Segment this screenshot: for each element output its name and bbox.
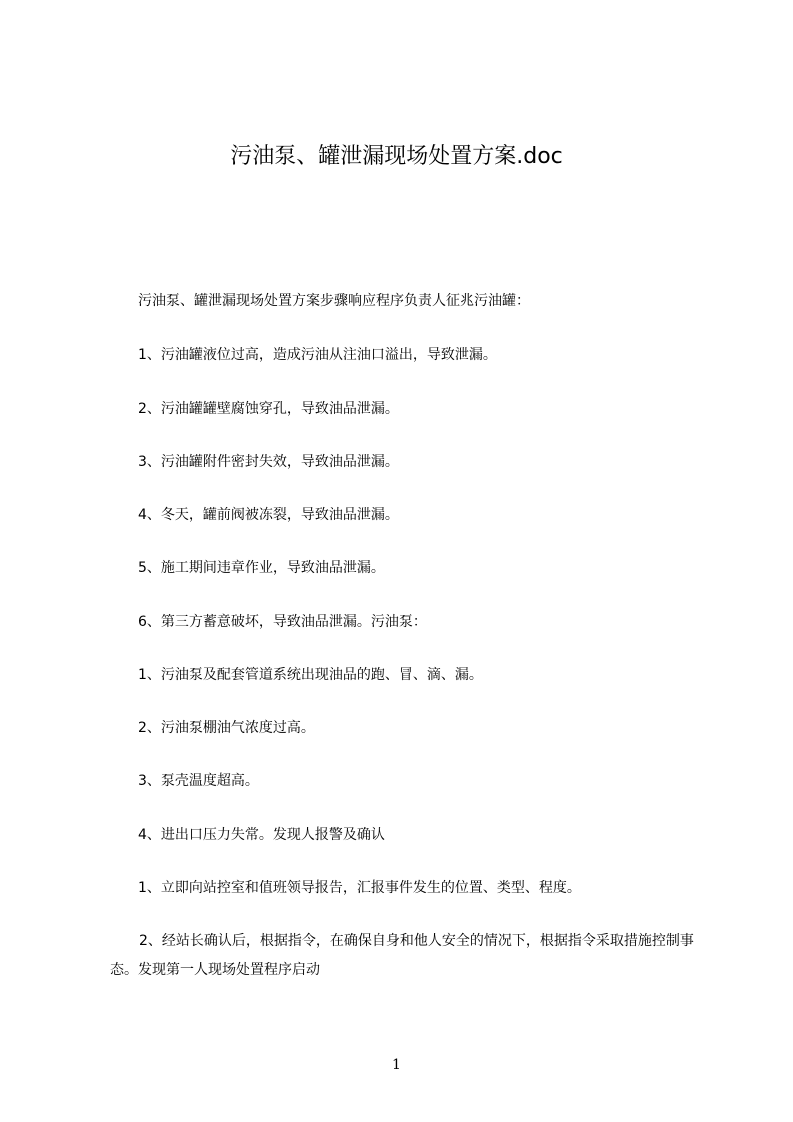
document-title: 污油泵、罐泄漏现场处置方案.doc bbox=[230, 144, 563, 169]
paragraph-pump-cause-2: 2、污油泵棚油气浓度过高。 bbox=[138, 720, 315, 736]
paragraph-response-step-1: 1、立即向站控室和值班领导报告，汇报事件发生的位置、类型、程度。 bbox=[138, 880, 581, 896]
paragraph-response-step-2: 2、经站长确认后，根据指令，在确保自身和他人安全的情况下，根据指令采取措施控制事态。发现第一人现场处置程序启动 bbox=[110, 933, 694, 978]
paragraph-tank-cause-1: 1、污油罐液位过高，造成污油从注油口溢出，导致泄漏。 bbox=[138, 347, 497, 363]
paragraph-tank-cause-5: 5、施工期间违章作业，导致油品泄漏。 bbox=[138, 560, 385, 576]
page-number: 1 bbox=[392, 1057, 401, 1073]
paragraph-tank-cause-3: 3、污油罐附件密封失效，导致油品泄漏。 bbox=[138, 454, 399, 470]
paragraph-tank-cause-4: 4、冬天，罐前阀被冻裂，导致油品泄漏。 bbox=[138, 507, 399, 523]
paragraph-pump-cause-4: 4、进出口压力失常。发现人报警及确认 bbox=[138, 827, 385, 843]
paragraph-pump-cause-1: 1、污油泵及配套管道系统出现油品的跑、冒、滴、漏。 bbox=[138, 667, 483, 683]
paragraph-tank-cause-2: 2、污油罐罐壁腐蚀穿孔，导致油品泄漏。 bbox=[138, 401, 399, 417]
paragraph-intro: 污油泵、罐泄漏现场处置方案步骤响应程序负责人征兆污油罐： bbox=[138, 293, 530, 309]
paragraph-tank-cause-6: 6、第三方蓄意破坏，导致油品泄漏。污油泵： bbox=[138, 614, 427, 630]
paragraph-pump-cause-3: 3、泵壳温度超高。 bbox=[138, 773, 259, 789]
